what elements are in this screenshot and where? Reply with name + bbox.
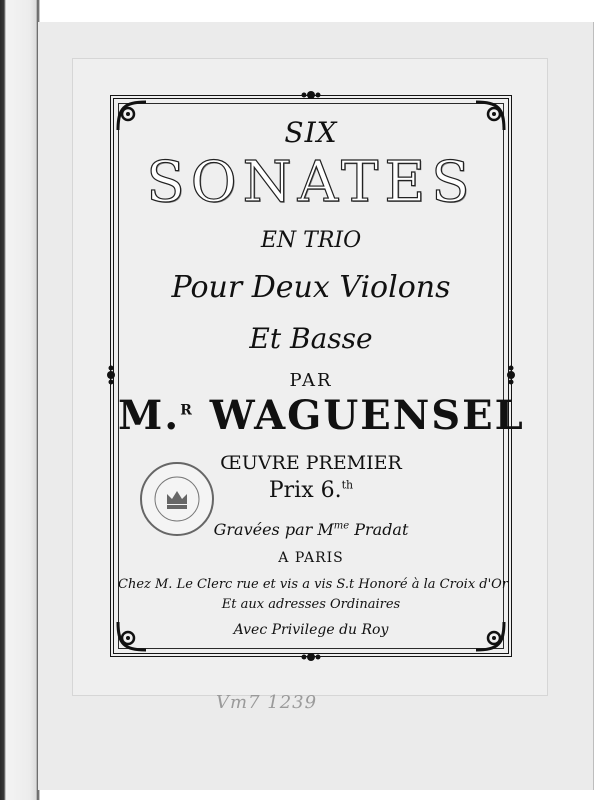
place-label: A PARIS	[278, 550, 344, 566]
binding-edge	[0, 0, 40, 800]
composer-name	[118, 392, 525, 439]
flower-ornament-icon	[300, 648, 322, 666]
title-sonates: SONATES	[146, 150, 476, 215]
library-stamp-icon	[142, 464, 212, 534]
publisher-address: Chez M. Le Clerc rue et vis a vis S.t Honoré à la Croix d'Or	[118, 577, 509, 592]
instrumentation-basse: Et Basse	[249, 322, 373, 355]
publisher-addresses: Et aux adresses Ordinaires	[221, 597, 401, 612]
subtitle-en-trio: EN TRIO	[260, 228, 362, 253]
engraver-prefix: Gravées par M	[213, 520, 334, 539]
composer-prefix-sup: R	[180, 402, 194, 419]
instrumentation-line: Pour Deux Violons	[171, 270, 451, 305]
composer-surname: WAGUENSEL	[209, 392, 525, 439]
par-label: PAR	[289, 370, 333, 391]
title-six: SIX	[284, 116, 338, 149]
library-stamp	[140, 462, 214, 536]
engraver-sup: me	[333, 520, 350, 532]
shelfmark: Vm7 1239	[216, 692, 318, 713]
composer-prefix: M.	[118, 392, 181, 439]
price-text: Prix 6.	[268, 478, 342, 503]
opus-label: ŒUVRE PREMIER	[220, 452, 402, 474]
privilege-line: Avec Privilege du Roy	[233, 622, 389, 638]
engraver-name: Pradat	[354, 520, 409, 539]
price-sup: th	[341, 478, 354, 492]
flower-ornament-icon	[300, 86, 322, 104]
flower-ornament-icon	[502, 364, 520, 386]
